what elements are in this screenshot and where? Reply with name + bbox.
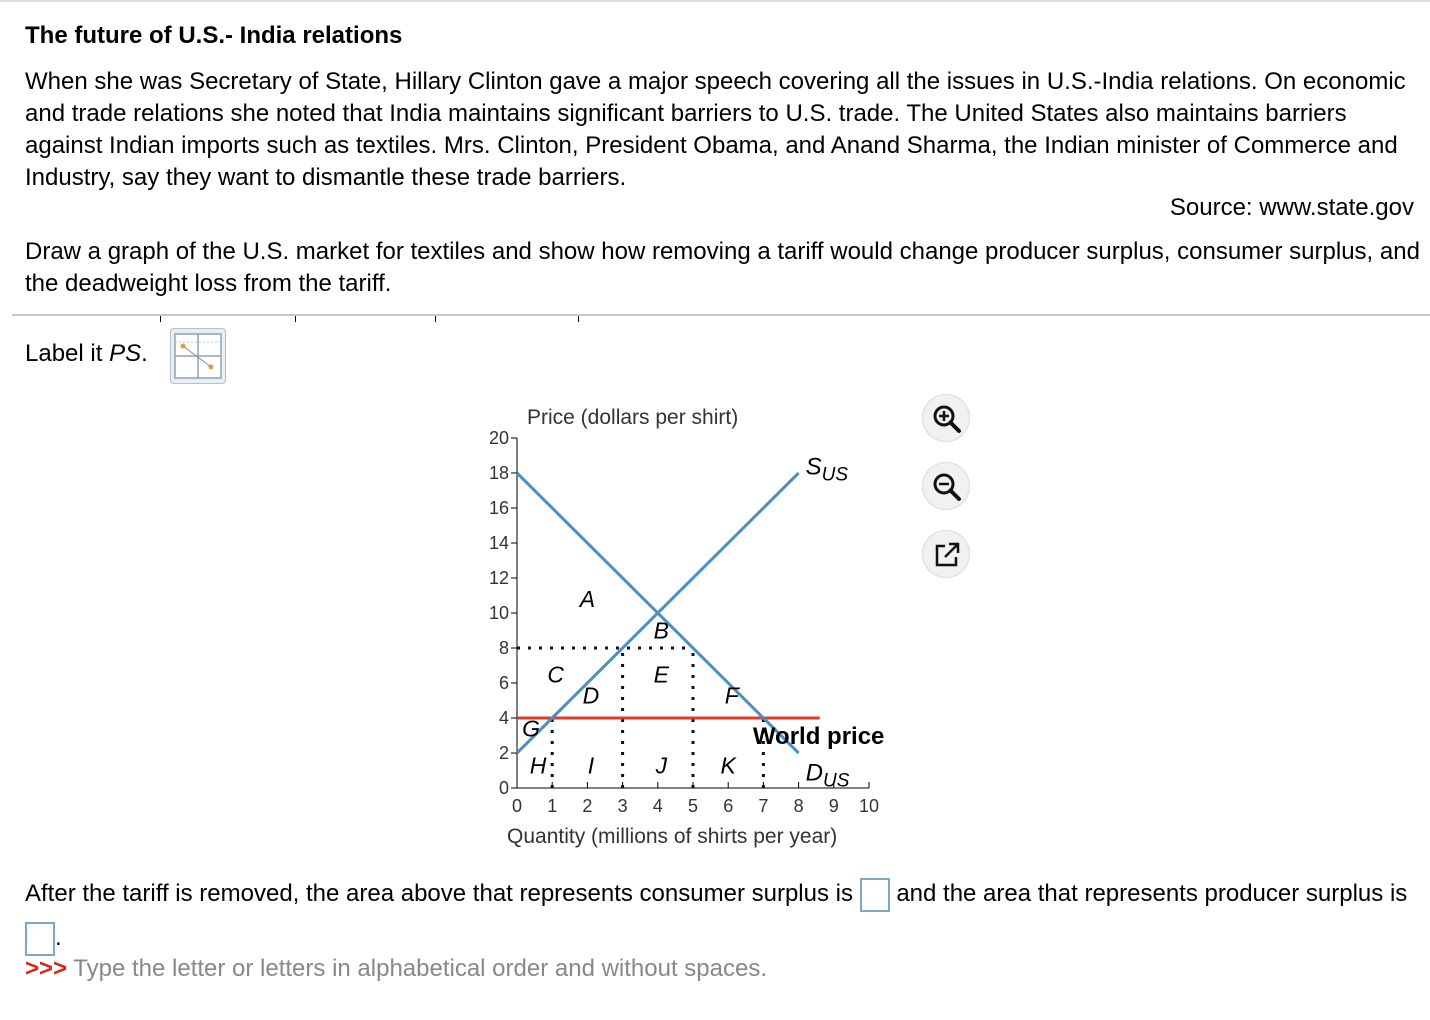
x-tick-label: 5 <box>687 796 699 816</box>
label-instruction <box>25 340 148 368</box>
tariff-graph[interactable] <box>0 380 1000 850</box>
divider-tick <box>295 316 296 322</box>
answer-text-part2: and the area that represents producer surplus is <box>896 880 1408 907</box>
label-prefix: Label it <box>25 340 110 367</box>
zoom-out-button[interactable] <box>922 462 970 510</box>
y-tick-label: 20 <box>488 428 509 448</box>
x-axis-title: Quantity (millions of shirts per year) <box>507 825 838 848</box>
divider-tick <box>578 316 579 322</box>
y-tick-label: 8 <box>498 638 509 658</box>
x-tick-label: 1 <box>547 796 558 816</box>
area-label-k: K <box>720 752 736 779</box>
y-tick-label: 18 <box>488 463 509 483</box>
hint-message: Type the letter or letters in alphabetical order and without spaces. <box>67 955 768 982</box>
x-tick-label: 8 <box>793 796 804 816</box>
x-tick-label: 4 <box>652 796 663 816</box>
label-suffix: . <box>141 340 148 367</box>
x-tick-label: 10 <box>858 796 880 816</box>
area-label-c: C <box>547 661 565 688</box>
supply-curve-label: $S_{US}$ <box>805 453 849 486</box>
y-tick-label: 4 <box>498 708 509 728</box>
area-label-f: F <box>724 682 739 709</box>
producer-surplus-input[interactable] <box>25 922 55 956</box>
y-tick-label: 6 <box>498 673 509 693</box>
area-label-i: I <box>587 752 595 779</box>
answer-text-part3: . <box>55 924 62 951</box>
source-citation: Source: www.state.gov <box>1169 194 1414 221</box>
label-tool-button[interactable] <box>170 328 226 384</box>
x-tick-label: 3 <box>617 796 628 816</box>
answer-sentence <box>25 872 1420 960</box>
area-label-b: B <box>653 617 669 644</box>
demand-curve-label: $D_{US}$ <box>805 759 850 792</box>
y-tick-label: 10 <box>488 603 509 623</box>
y-tick-label: 2 <box>498 743 509 763</box>
zoom-in-icon <box>931 403 963 435</box>
area-label-j: J <box>655 752 668 779</box>
y-axis-title: Price (dollars per shirt) <box>527 406 739 429</box>
y-tick-label: 0 <box>498 778 509 798</box>
x-tick-label: 2 <box>582 796 593 816</box>
hint-arrows: >>> <box>25 955 68 982</box>
answer-text-part1: After the tariff is removed, the area above that represents consumer surplus is <box>25 880 853 907</box>
divider-tick <box>160 316 161 322</box>
label-name: PS <box>109 340 142 367</box>
expand-button[interactable] <box>922 530 970 578</box>
world-price-label: World price <box>752 723 885 750</box>
label-tool-icon <box>171 329 225 383</box>
question-text: Draw a graph of the U.S. market for textiles and show how removing a tariff would change producer surplus, consumer surplus, and the deadweight loss from the tariff. <box>25 238 1420 297</box>
section-divider <box>12 314 1430 316</box>
passage-text: When she was Secretary of State, Hillary Clinton gave a major speech covering all the issues in U.S.-India relations. On economic and trade relations she noted that India maintains significant barriers to U.S. trade. The United States also maintains barriers against Indian imports such as textiles. Mrs. Clinton, President Obama, and Anand Sharma, the Indian minister of Commerce and Industry, say they want to dismantle these trade barriers. <box>25 68 1406 191</box>
area-label-g: G <box>522 715 541 742</box>
zoom-in-button[interactable] <box>922 394 970 442</box>
x-tick-label: 0 <box>511 796 523 816</box>
area-label-d: D <box>582 682 600 709</box>
zoom-out-icon <box>931 471 963 503</box>
x-tick-label: 6 <box>723 796 734 816</box>
hint-text <box>25 955 767 983</box>
page-title: The future of U.S.- India relations <box>25 22 403 49</box>
x-tick-label: 7 <box>758 796 769 816</box>
y-tick-label: 12 <box>488 568 509 588</box>
area-label-h: H <box>529 752 547 779</box>
top-rule <box>0 0 1430 2</box>
y-tick-label: 14 <box>488 533 509 553</box>
area-label-a: A <box>579 586 596 612</box>
divider-tick <box>435 316 436 322</box>
area-label-e: E <box>653 661 669 688</box>
expand-icon <box>931 539 963 571</box>
consumer-surplus-input[interactable] <box>860 878 890 912</box>
y-tick-label: 16 <box>488 498 509 518</box>
x-tick-label: 9 <box>828 796 839 816</box>
